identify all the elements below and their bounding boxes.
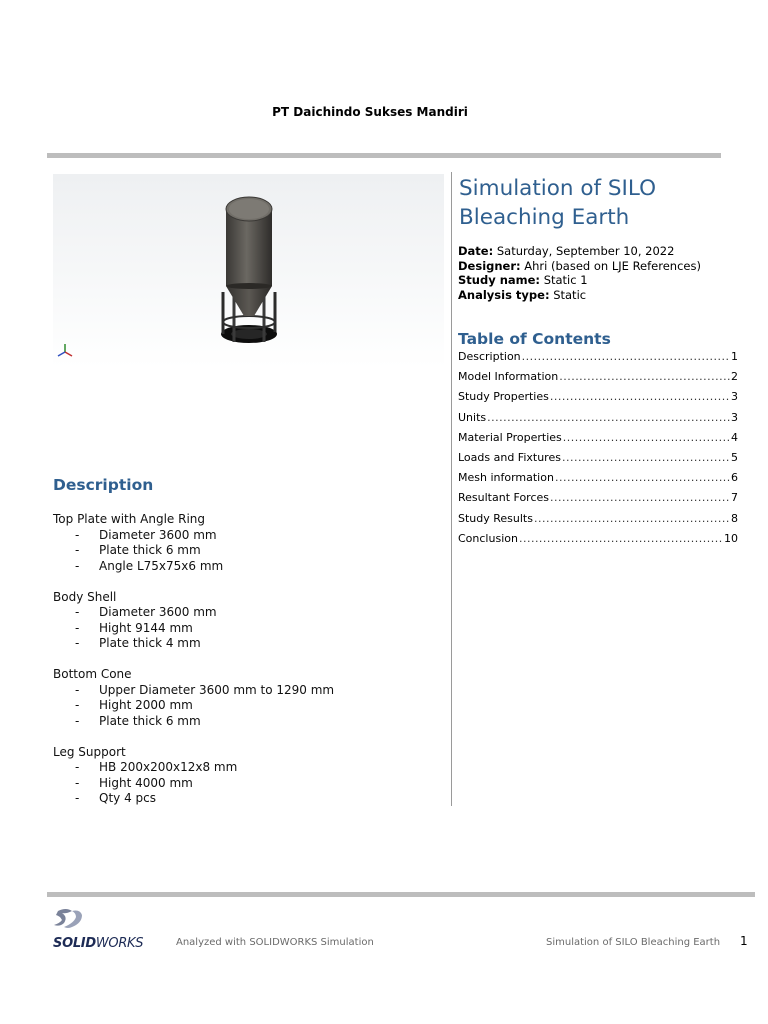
toc-entry-loads-and-fixtures[interactable]: Loads and Fixtures ..... 5 xyxy=(458,451,738,471)
spec-group-title: Bottom Cone xyxy=(53,667,132,681)
toc-entry-study-results[interactable]: Study Results ..... 8 xyxy=(458,512,738,532)
spec-item: - Diameter 3600 mm xyxy=(75,527,217,542)
spec-item: - Plate thick 6 mm xyxy=(75,713,201,728)
spec-item: - Hight 2000 mm xyxy=(75,698,193,712)
silo-model-image xyxy=(53,174,444,368)
spec-item: - HB 200x200x12x8 mm xyxy=(75,760,238,774)
meta-designer: Designer: Ahri (based on LJE References) xyxy=(458,258,701,273)
spec-group-title: Top Plate with Angle Ring xyxy=(53,512,206,526)
page-number: 1 xyxy=(740,934,748,948)
spec-item: - Upper Diameter 3600 mm to 1290 mm xyxy=(75,682,335,697)
toc-entry-units[interactable]: Units ..... 3 xyxy=(458,411,738,431)
toc-heading: Table of Contents xyxy=(458,330,611,348)
spec-group-title: Body Shell xyxy=(53,589,117,604)
spec-item: - Hight 4000 mm xyxy=(75,775,193,790)
spec-group-bottom-cone xyxy=(53,667,334,729)
toc-entry-resultant-forces[interactable]: Resultant Forces ..... 7 xyxy=(458,491,738,511)
spec-item: - Plate thick 6 mm xyxy=(75,543,201,557)
toc-entry-mesh-information[interactable]: Mesh information ..... 6 xyxy=(458,471,738,491)
model-render-panel xyxy=(53,174,444,368)
toc-entry-study-properties[interactable]: Study Properties ..... 3 xyxy=(458,390,738,410)
solidworks-logo-text: SOLIDWORKS xyxy=(53,936,144,951)
spec-group-title: Leg Support xyxy=(53,744,126,759)
spec-item: - Diameter 3600 mm xyxy=(75,605,217,619)
spec-group-top-plate xyxy=(53,512,334,574)
table-of-contents xyxy=(458,350,738,552)
spec-group-body-shell xyxy=(53,590,334,652)
spec-item: - Hight 9144 mm xyxy=(75,620,193,635)
footer-analyzed-with: Analyzed with SOLIDWORKS Simulation xyxy=(176,937,374,948)
spec-item: - Angle L75x75x6 mm xyxy=(75,558,224,573)
report-title: Simulation of SILO Bleaching Earth xyxy=(459,176,657,230)
company-name: PT Daichindo Sukses Mandiri xyxy=(272,105,468,119)
report-metadata xyxy=(458,244,701,302)
description-heading: Description xyxy=(53,476,154,494)
footer-doc-title: Simulation of SILO Bleaching Earth xyxy=(546,937,721,948)
meta-study-name: Study name: Static 1 xyxy=(458,273,588,287)
description-body xyxy=(53,512,334,822)
spec-group-leg-support xyxy=(53,745,334,807)
toc-entry-material-properties[interactable]: Material Properties ..... 4 xyxy=(458,431,738,451)
toc-entry-description[interactable]: Description ..... 1 xyxy=(458,350,738,370)
toc-entry-conclusion[interactable]: Conclusion ..... 10 xyxy=(458,532,738,552)
column-divider xyxy=(451,172,452,806)
axis-triad-icon xyxy=(58,344,72,356)
toc-entry-model-information[interactable]: Model Information ..... 2 xyxy=(458,370,738,390)
spec-item: - Plate thick 4 mm xyxy=(75,636,201,650)
spec-item: - Qty 4 pcs xyxy=(75,791,156,805)
footer-divider xyxy=(47,892,755,897)
meta-date: Date: Saturday, September 10, 2022 xyxy=(458,244,675,258)
meta-analysis-type: Analysis type: Static xyxy=(458,287,587,302)
header-divider xyxy=(47,153,721,158)
